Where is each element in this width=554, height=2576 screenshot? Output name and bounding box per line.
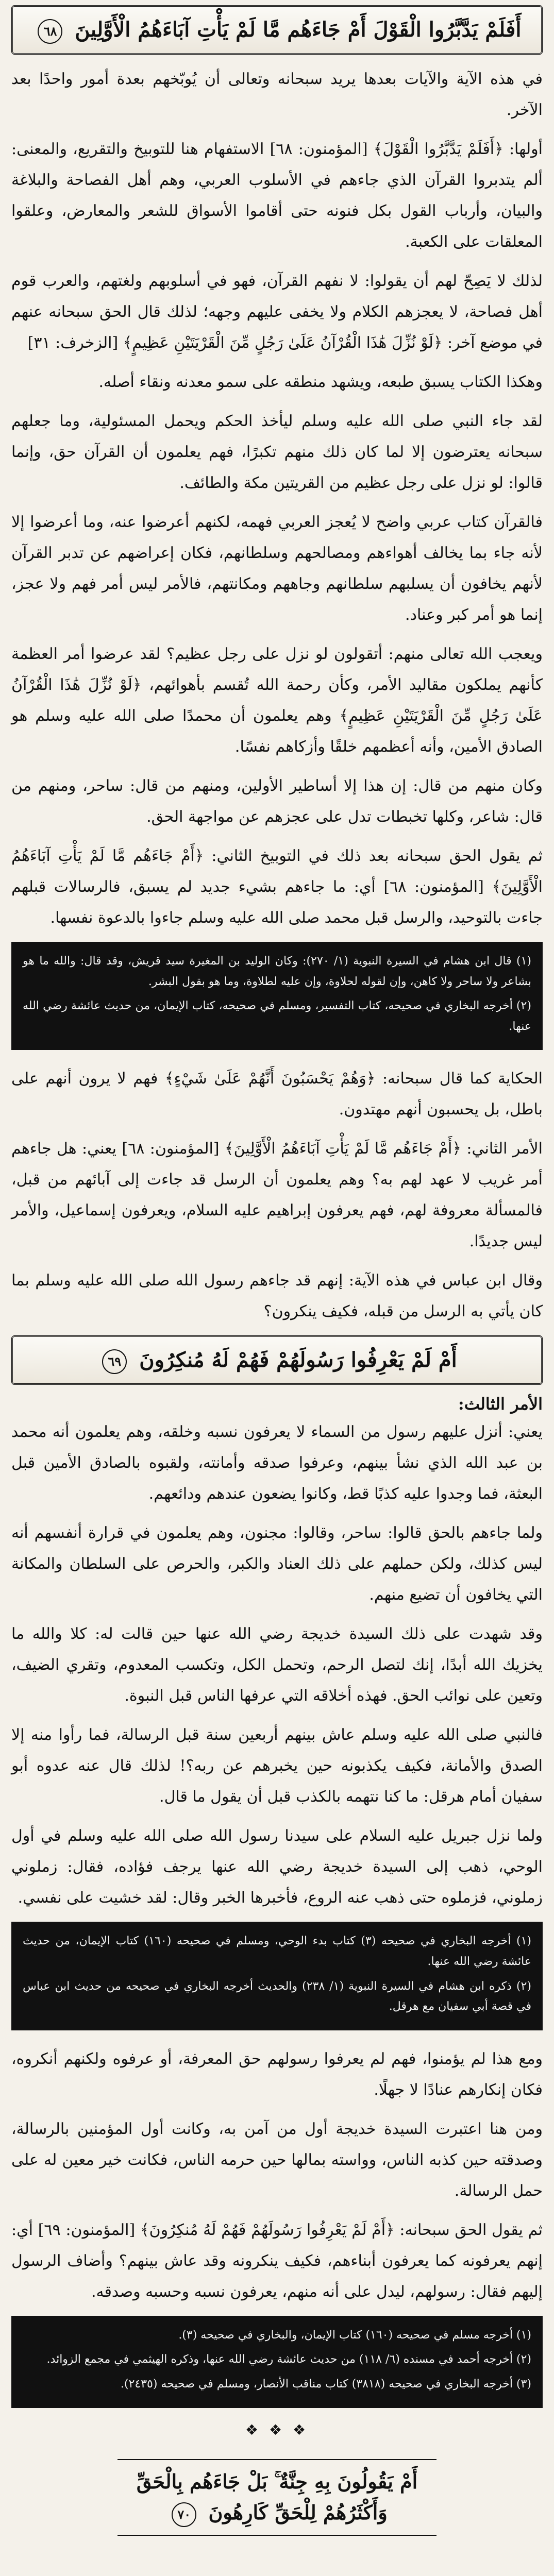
paragraph: وقال ابن عباس في هذه الآية: إنهم قد جاءهم رسول الله صلى الله عليه وسلم بما كان يأتي به الرسل من قبله، فكيف ينكرون؟ bbox=[11, 1272, 543, 1321]
footnotes-block bbox=[11, 1922, 543, 2030]
paragraph: يعني: أنزل عليهم رسول من السماء لا يعرفون نسبه وخلقه، وهم يعلمون أنه محمد بن عبد الله الذي نشأ بينهم، وعرفوا صدقه وأمانته، ولقبوه بالصادق الأمين قبل البعثة، فما وجدوا عليه كذبًا قط، وكانوا يضعون عندهم ودائعهم. bbox=[11, 1423, 543, 1503]
paragraph: أولها: ﴿أَفَلَمْ يَدَّبَّرُوا الْقَوْلَ﴾ [المؤمنون: ٦٨] الاستفهام هنا للتوبيخ والتقريع، والمعنى: ألم يتدبروا القرآن الذي جاءهم في الأسلوب العربي، وهم أهل الفصاحة والبلاغة والبيان، وأرباب القول بكل فنونه حتى أقاموا الأسواق للشعر والمعارض، وعلقوا المعلقات على الكعبة. bbox=[11, 140, 543, 251]
paragraph: ولما جاءهم بالحق قالوا: ساحر، وقالوا: مجنون، وهم يعلمون في قرارة أنفسهم أنه ليس كذلك، ولكن حملهم على ذلك العناد والكبر، والحرص على السلطان والمكانة التي يخافون أن تضيع منهم. bbox=[11, 1524, 543, 1604]
verse-text: أَمْ يَقُولُونَ بِهِ جِنَّةٌ ۚ بَلْ جَاءَهُم بِالْحَقِّ وَأَكْثَرُهُمْ لِلْحَقِّ كَارِهُونَ bbox=[136, 2469, 418, 2524]
paragraph: ومع هذا لم يؤمنوا، فهم لم يعرفوا رسولهم حق المعرفة، أو عرفوه ولكنهم أنكروه، فكان إنكارهم عنادًا لا جهلًا. bbox=[11, 2049, 543, 2099]
paragraph: ولما نزل جبريل عليه السلام على سيدنا رسول الله صلى الله عليه وسلم في أول الوحي، ذهب إلى السيدة خديجة رضي الله عنها يرجف فؤاده، فقال: زملوني زملوني، فزملوه حتى ذهب عنه الروع، فأخبرها الخبر وقال: لقد خشيت على نفسي. bbox=[11, 1827, 543, 1907]
paragraph: لذلك لا يَصِحّ لهم أن يقولوا: لا نفهم القرآن، فهو في أسلوبهم ولغتهم، والعرب قوم أهل فصاحة، لا يعجزهم الكلام ولا يخفى عليهم وجهه؛ لذلك قال الحق سبحانه عنهم في موضع آخر: ﴿لَوْ نُزِّلَ هَٰذَا الْقُرْآنُ عَلَىٰ رَجُلٍ مِّنَ الْقَرْيَتَيْنِ عَظِيمٍ﴾ [الزخرف: ٣١] bbox=[11, 272, 543, 352]
footnotes-block bbox=[11, 2316, 543, 2408]
verse-number: ٦٩ bbox=[102, 1349, 127, 1374]
paragraph: ثم يقول الحق سبحانه: ﴿أَمْ لَمْ يَعْرِفُوا رَسُولَهُمْ فَهُمْ لَهُ مُنكِرُونَ﴾ [المؤمنون: ٦٩] أي: إنهم يعرفونه كما يعرفون أبناءهم، فكيف ينكرونه وقد عاش بينهم؟ وأضاف الرسول إليهم فقال: رسولهم، ليدل على أنه منهم، يعرفون نسبه وحسبه وصدقه. bbox=[11, 2221, 543, 2301]
verse-text: أَمْ لَمْ يَعْرِفُوا رَسُولَهُمْ فَهُمْ لَهُ مُنكِرُونَ bbox=[139, 1348, 457, 1372]
paragraph: وقد شهدت على ذلك السيدة خديجة رضي الله عنها حين قالت له: كلا والله ما يخزيك الله أبدًا، إنك لتصل الرحم، وتحمل الكل، وتكسب المعدوم، وتقري الضيف، وتعين على نوائب الحق. فهذه أخلاقه التي عرفها الناس قبل النبوة. bbox=[11, 1625, 543, 1705]
verse-banner-68 bbox=[11, 5, 543, 55]
paragraph: الحكاية كما قال سبحانه: ﴿وَهُمْ يَحْسَبُونَ أَنَّهُمْ عَلَىٰ شَيْءٍ﴾ فهم لا يرون أنهم على باطل، بل يحسبون أنهم مهتدون. bbox=[11, 1070, 543, 1119]
section-heading: الأمر الثالث: bbox=[458, 1394, 543, 1414]
paragraph: فالقرآن كتاب عربي واضح لا يُعجز العربي فهمه، لكنهم أعرضوا عنه، وما أعرضوا إلا لأنه جاء بما يخالف أهواءهم ومصالحهم وسلطانهم، فكان إعراضهم عن تدبر القرآن لأنهم يخافون أن يسلبهم سلطانهم وجاههم ومكانتهم، فالأمر ليس أمر فهم ولا عجز، إنما هو أمر كبر وعناد. bbox=[11, 513, 543, 624]
footnote: (١) أخرجه البخاري في صحيحه (٣) كتاب بدء الوحي، ومسلم في صحيحه (١٦٠) كتاب الإيمان، من حديث عائشة رضي الله عنها. bbox=[23, 1935, 532, 1968]
footnote: (١) قال ابن هشام في السيرة النبوية (١/ ٢٧٠): وكان الوليد بن المغيرة سيد قريش، وقد قال: والله ما هو بشاعر ولا ساحر ولا كاهن، وإن لقوله لحلاوة، وإن عليه لطلاوة، وما هو بقول البشر. bbox=[23, 955, 532, 988]
paragraph: ومن هنا اعتبرت السيدة خديجة أول من آمن به، وكانت أول المؤمنين بالرسالة، وصدقته حين كذبه الناس، وواسته بمالها حين حرمه الناس، فكانت خير معين له على حمل الرسالة. bbox=[11, 2120, 543, 2200]
verse-number: ٦٨ bbox=[38, 19, 62, 44]
verse-banner-70 bbox=[117, 2459, 437, 2536]
paragraph: الأمر الثاني: ﴿أَمْ جَاءَهُم مَّا لَمْ يَأْتِ آبَاءَهُمُ الْأَوَّلِينَ﴾ [المؤمنون: ٦٨] يعني: هل جاءهم أمر غريب لا عهد لهم به؟ وهم يعلمون أن الرسل قد جاءت إلى آبائهم من قبل، فالمسألة معروفة لهم، فهم يعرفون إبراهيم عليه السلام، ويعرفون إسماعيل، والأمر ليس جديدًا. bbox=[11, 1140, 543, 1251]
footnote: (٢) أخرجه البخاري في صحيحه، كتاب التفسير، ومسلم في صحيحه، كتاب الإيمان، من حديث عائشة رضي الله عنها. bbox=[23, 999, 531, 1033]
verse-number: ٧٠ bbox=[172, 2502, 196, 2527]
footnote: (١) أخرجه مسلم في صحيحه (١٦٠) كتاب الإيمان، والبخاري في صحيحه (٣). bbox=[178, 2328, 531, 2342]
paragraph: لقد جاء النبي صلى الله عليه وسلم ليأخذ الحكم ويحمل المسئولية، وما جعلهم سبحانه يعترضون إلا لما كان ذلك منهم تكبرًا، فهم يعلمون أن القرآن حق، وإنما قالوا: لو نزل على رجل عظيم من القريتين مكة والطائف. bbox=[11, 412, 543, 492]
verse-text: أَفَلَمْ يَدَّبَّرُوا الْقَوْلَ أَمْ جَاءَهُم مَّا لَمْ يَأْتِ آبَاءَهُمُ الْأَوَّلِينَ bbox=[75, 18, 522, 42]
footnotes-block bbox=[11, 942, 543, 1050]
paragraph: وكان منهم من قال: إن هذا إلا أساطير الأولين، ومنهم من قال: ساحر، ومنهم من قال: شاعر، وكلها تخبطات تدل على عجزهم عن مواجهة الحق. bbox=[11, 777, 543, 826]
ornament-divider: ❖ ❖ ❖ bbox=[245, 2421, 309, 2438]
paragraph: فالنبي صلى الله عليه وسلم عاش بينهم أربعين سنة قبل الرسالة، فما رأوا منه إلا الصدق والأمانة، فكيف يكذبونه حين يخبرهم عن ربه؟! لذلك قال عنه عدوه أبو سفيان أمام هرقل: ما كنا نتهمه بالكذب قبل أن يقول ما قال. bbox=[11, 1726, 543, 1806]
paragraph: ويعجب الله تعالى منهم: أتقولون لو نزل على رجل عظيم؟ لقد عرضوا أمر العظمة كأنهم يملكون مقاليد الأمر، وكأن رحمة الله تُقسم بأهوائهم، ﴿لَوْ نُزِّلَ هَٰذَا الْقُرْآنُ عَلَىٰ رَجُلٍ مِّنَ الْقَرْيَتَيْنِ عَظِيمٍ﴾ وهم يعلمون أن محمدًا صلى الله عليه وسلم هو الصادق الأمين، وأنه أعظمهم خلقًا وأزكاهم نفسًا. bbox=[11, 645, 543, 756]
footnote: (٣) أخرجه البخاري في صحيحه (٣٨١٨) كتاب مناقب الأنصار، ومسلم في صحيحه (٢٤٣٥). bbox=[121, 2377, 531, 2391]
paragraph: في هذه الآية والآيات بعدها يريد سبحانه وتعالى أن يُوبّخهم بعدة أمور واحدًا بعد الآخر. bbox=[11, 70, 543, 119]
footnote: (٢) أخرجه أحمد في مسنده (٦/ ١١٨) من حديث عائشة رضي الله عنها، وذكره الهيثمي في مجمع الزوائد. bbox=[46, 2353, 531, 2366]
paragraph: ثم يقول الحق سبحانه بعد ذلك في التوبيخ الثاني: ﴿أَمْ جَاءَهُم مَّا لَمْ يَأْتِ آبَاءَهُمُ الْأَوَّلِينَ﴾ [المؤمنون: ٦٨] أي: ما جاءهم بشيء جديد لم يسبق، فالرسالات قبلهم جاءت بالتوحيد، والرسل قبل محمد صلى الله عليه وسلم جاءوا بالدعوة نفسها. bbox=[11, 847, 543, 927]
paragraph: وهكذا الكتاب يسبق طبعه، ويشهد منطقه على سمو معدنه ونقاء أصله. bbox=[98, 373, 543, 391]
footnote: (٢) ذكره ابن هشام في السيرة النبوية (١/ ٢٣٨) والحديث أخرجه البخاري في صحيحه من حديث ابن عباس في قصة أبي سفيان مع هرقل. bbox=[23, 1979, 532, 2013]
verse-banner-69 bbox=[11, 1335, 543, 1385]
